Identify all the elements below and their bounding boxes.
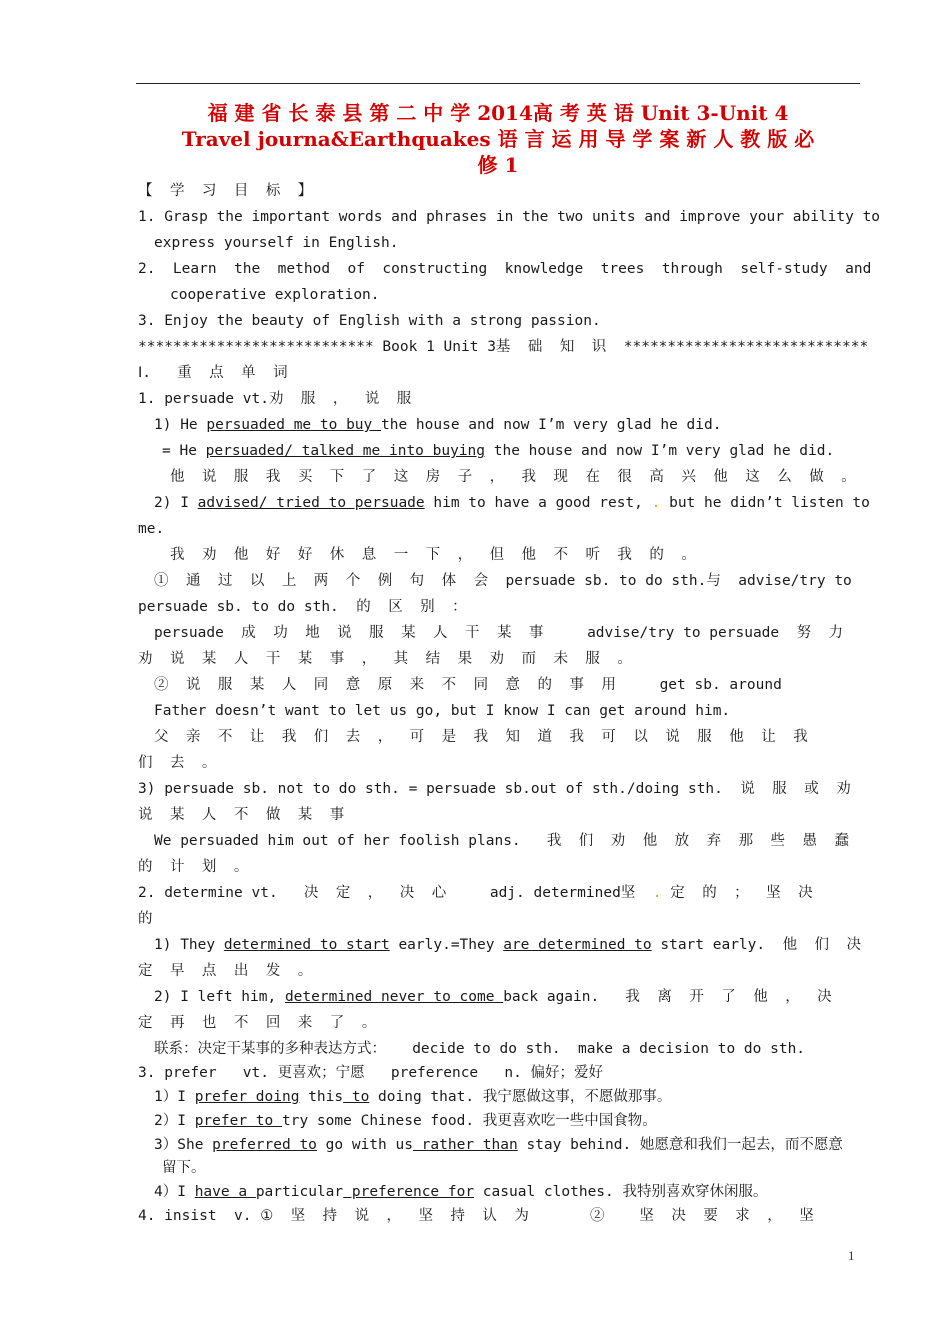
text-line — [0, 724, 950, 750]
text-span: 3. Enjoy the beauty of English with a strong passion. — [138, 313, 601, 329]
underlined-phrase: rather than — [412, 1137, 518, 1153]
underlined-phrase: persuaded me to buy — [206, 417, 381, 433]
text-line — [0, 230, 950, 256]
text-span: ② 说 服 某 人 同 意 原 来 不 同 意 的 事 用 get sb. around — [154, 677, 782, 693]
text-line — [0, 854, 950, 880]
text-line — [0, 594, 950, 620]
text-span: 1）I — [154, 1089, 195, 1105]
text-span: *************************** Book 1 Unit 3基 础 知 识 **************************** — [138, 339, 869, 355]
text-line — [0, 672, 950, 698]
text-line — [0, 1010, 950, 1036]
text-line — [0, 308, 950, 334]
text-span: 说 某 人 不 做 某 事 — [138, 807, 345, 823]
text-line — [0, 204, 950, 230]
text-span: 2. Learn the method of constructing knowledge trees through self-study and — [138, 261, 872, 277]
text-line — [0, 334, 950, 360]
text-span: me. — [138, 521, 165, 537]
header-rule — [136, 83, 860, 84]
text-line — [0, 880, 950, 906]
text-span: 1. Grasp the important words and phrases in the two units and improve your ability to — [138, 209, 881, 225]
text-span: 【 学 习 目 标 】 — [138, 183, 313, 199]
text-span: 的 计 划 。 — [138, 859, 249, 875]
text-span: persuade sb. to do sth. 的 区 别 ： — [138, 599, 467, 615]
text-span: 们 去 。 — [138, 755, 217, 771]
underlined-phrase: have a — [194, 1184, 256, 1200]
text-line — [0, 1084, 950, 1110]
title-line-1: 福 建 省 长 泰 县 第 二 中 学 2014高 考 英 语 Unit 3-Unit 4 — [207, 101, 789, 125]
text-line — [0, 360, 950, 386]
underlined-phrase: preference for — [343, 1184, 475, 1200]
underlined-phrase: are determined to — [503, 937, 652, 953]
title-line-2: Travel journa&Earthquakes 语 言 运 用 导 学 案 新 人 教 版 必 — [181, 127, 815, 151]
text-span: go with us — [316, 1137, 413, 1153]
text-span: 联系：决定干某事的多种表达方式： decide to do sth. make a decision to do sth. — [154, 1041, 806, 1057]
text-line — [0, 1108, 950, 1134]
text-span: 劝 说 某 人 干 某 事 ， 其 结 果 劝 而 未 服 。 — [138, 651, 632, 667]
text-span: 2) I — [154, 495, 198, 511]
text-span: start early. 他 们 决 — [651, 937, 861, 953]
text-line — [0, 282, 950, 308]
text-line — [0, 568, 950, 594]
text-span: 1) They — [154, 937, 224, 953]
dot-mark: . — [651, 495, 661, 511]
text-line — [0, 984, 950, 1010]
text-line — [0, 1060, 950, 1086]
text-span: try some Chinese food. 我更喜欢吃一些中国食物。 — [282, 1113, 657, 1129]
text-line — [0, 776, 950, 802]
text-line — [0, 750, 950, 776]
text-line — [0, 256, 950, 282]
text-line — [0, 490, 950, 516]
text-span: 3）She — [154, 1137, 213, 1153]
text-span: casual clothes. 我特别喜欢穿休闲服。 — [474, 1184, 768, 1200]
text-span: Father doesn’t want to let us go, but I know I can get around him. — [154, 703, 731, 719]
text-span: 4. insist v. ① 坚 持 说 ， 坚 持 认 为 ② 坚 决 要 求 ， 坚 — [138, 1208, 814, 1224]
text-span: ① 通 过 以 上 两 个 例 句 体 会 persuade sb. to do sth.与 advise/try to — [154, 573, 852, 589]
text-span: 留下。 — [162, 1160, 206, 1176]
text-span: but he didn’t listen to — [660, 495, 870, 511]
text-line — [0, 620, 950, 646]
text-span: 我 劝 他 好 好 休 息 一 下 ， 但 他 不 听 我 的 。 — [170, 547, 696, 563]
text-span: 2. determine vt. 决 定 ， 决 心 adj. determined坚 — [138, 885, 653, 901]
text-span: 4）I — [154, 1184, 195, 1200]
underlined-phrase: determined to start — [223, 937, 390, 953]
text-span: express yourself in English. — [154, 235, 399, 251]
text-span: persuade 成 功 地 说 服 某 人 干 某 事 advise/try to persuade 努 力 — [154, 625, 844, 641]
text-line — [0, 646, 950, 672]
text-span: this — [299, 1089, 344, 1105]
text-span: the house and now I’m very glad he did. — [485, 443, 835, 459]
text-line — [0, 932, 950, 958]
text-span: = He — [162, 443, 206, 459]
text-line — [0, 958, 950, 984]
text-span: 他 说 服 我 买 下 了 这 房 子 ， 我 现 在 很 高 兴 他 这 么 做 。 — [170, 469, 856, 485]
text-span: 定 的 ； 坚 决 — [661, 885, 813, 901]
text-span: 3. prefer vt. 更喜欢；宁愿 preference n. 偏好；爱好 — [138, 1065, 604, 1081]
text-span: stay behind. 她愿意和我们一起去，而不愿意 — [517, 1137, 843, 1153]
text-line — [0, 802, 950, 828]
text-line — [0, 1203, 950, 1229]
text-span: 的 — [138, 911, 153, 927]
text-span: 定 再 也 不 回 来 了 。 — [138, 1015, 377, 1031]
text-line — [0, 906, 950, 932]
text-line — [0, 412, 950, 438]
text-span: 父 亲 不 让 我 们 去 ， 可 是 我 知 道 我 可 以 说 服 他 让 我 — [154, 729, 808, 745]
page-number: 1 — [848, 1248, 855, 1263]
document-title — [136, 100, 860, 178]
dot-mark: . — [652, 885, 662, 901]
text-span: 1. persuade vt.劝 服 ， 说 服 — [138, 391, 412, 407]
text-span: 定 早 点 出 发 。 — [138, 963, 313, 979]
text-span: 3) persuade sb. not to do sth. = persuade sb.out of sth./doing sth. 说 服 或 劝 — [138, 781, 851, 797]
text-span: doing that. 我宁愿做这事，不愿做那事。 — [369, 1089, 672, 1105]
underlined-phrase: determined never to come — [284, 989, 504, 1005]
text-span: We persuaded him out of her foolish plans. 我 们 劝 他 放 弃 那 些 愚 蠢 — [154, 833, 849, 849]
text-line — [0, 438, 950, 464]
underlined-phrase: to — [343, 1089, 370, 1105]
text-line — [0, 698, 950, 724]
text-span: 2) I left him, — [154, 989, 285, 1005]
text-line — [0, 464, 950, 490]
underlined-phrase: advised/ tried to persuade — [197, 495, 425, 511]
text-span: Ⅰ. 重 点 单 词 — [138, 365, 288, 381]
text-span: him to have a good rest, — [424, 495, 652, 511]
underlined-phrase: persuaded/ talked me into buying — [205, 443, 486, 459]
text-span: 1) He — [154, 417, 207, 433]
text-line — [0, 828, 950, 854]
underlined-phrase: prefer to — [194, 1113, 283, 1129]
title-line-3: 修 1 — [477, 153, 519, 177]
text-line — [0, 178, 950, 204]
text-line — [0, 386, 950, 412]
text-line — [0, 1179, 950, 1205]
text-span: 2）I — [154, 1113, 195, 1129]
text-span: particular — [255, 1184, 344, 1200]
text-span: early.=They — [389, 937, 504, 953]
text-line — [0, 542, 950, 568]
text-line — [0, 1036, 950, 1062]
text-span: back again. 我 离 开 了 他 ， 决 — [503, 989, 832, 1005]
underlined-phrase: preferred to — [212, 1137, 317, 1153]
text-span: the house and now I’m very glad he did. — [381, 417, 722, 433]
text-line — [0, 1155, 950, 1181]
text-span: cooperative exploration. — [170, 287, 380, 303]
text-line — [0, 516, 950, 542]
underlined-phrase: prefer doing — [194, 1089, 300, 1105]
